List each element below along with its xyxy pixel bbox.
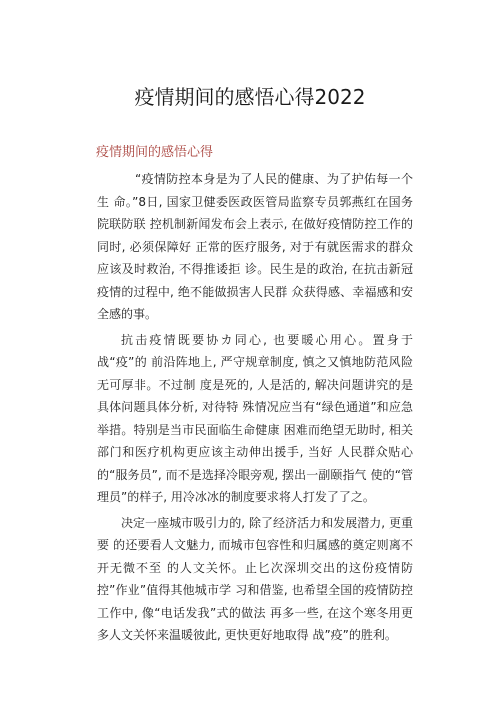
paragraph-3: 决定一座城市吸引力的, 除了经济活力和发展潜力, 更重要 的还要看人文魅力, 而城市包容性和归属感的奠定则离不开无微不至 的人文关怀。止匕次深圳交出的这份疫情防控”作业”值得其他城市学 习和借鉴, 也希望全国的疫情防控工作中, 像“电话发我”式的做法 再多一些, 在这个寒冬用更多人文关怀来温暖彼此, 更快更好地取得 战”疫”的胜利。 — [97, 515, 413, 642]
paragraph-1: “疫情防控本身是为了人民的健康、为了护佑每一个生 命。”8日, 国家卫健委医政医管局监察专员郭燕红在国务院联防联 控机制新闻发布会上表示, 在做好疫情防控工作的同时, 必须保障好 正常的医疗服务, 对于有就医需求的群众应该及时救治, 不得推诿拒 诊。民生是的政治, 在抗击新冠疫情的过程中, 绝不能做损害人民群 众获得感、幸福感和安全感的事。 — [97, 172, 413, 321]
section-heading: 疫情期间的感悟心得 — [96, 145, 214, 160]
body-text — [97, 168, 413, 650]
document-title: 疫情期间的感悟心得2022 — [134, 85, 366, 109]
paragraph-2: 抗击疫情既要协カ同心, 也要暖心用心。置身于战“疫”的 前沿阵地上, 严守规章制度, 慎之又慎地防范风险无可厚非。不过制 度是死的, 人是活的, 解决问题讲究的是具体问题具体分析, 对待特 殊情况应当有“绿色通道”和应急举措。特别是当市民面临生命健康 困难而绝望无助时, 相关部门和医疗机构更应该主动伸出援手, 当好 人民群众贴心的“服务员”, 而不是选择冷眼旁观, 摆出一副颐指气 使的“管理员”的样子, 用冷冰冰的制度要求将人打发了了之。 — [97, 332, 413, 504]
